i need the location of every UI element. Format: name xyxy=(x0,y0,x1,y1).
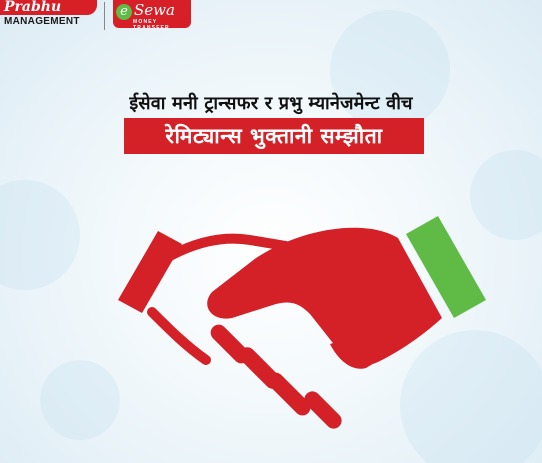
agreement-banner: रेमिट्यान्स भुक्तानी सम्झौता xyxy=(124,118,424,154)
esewa-logo-tagline: MONEY TRANSFER xyxy=(133,19,170,28)
esewa-logo-wordmark: Sewa xyxy=(134,1,175,19)
prabhu-logo-subtitle: MANAGEMENT xyxy=(4,16,80,27)
finger xyxy=(264,369,313,418)
right-hand xyxy=(207,228,442,365)
left-arm-lower xyxy=(152,312,206,360)
prabhu-logo-wordmark: Prabhu xyxy=(0,0,97,15)
left-cuff xyxy=(118,231,182,313)
esewa-logo-mark: e xyxy=(116,4,132,20)
headline: ईसेवा मनी ट्रान्सफर र प्रभु म्यानेजमेन्ट वीच xyxy=(129,93,413,114)
